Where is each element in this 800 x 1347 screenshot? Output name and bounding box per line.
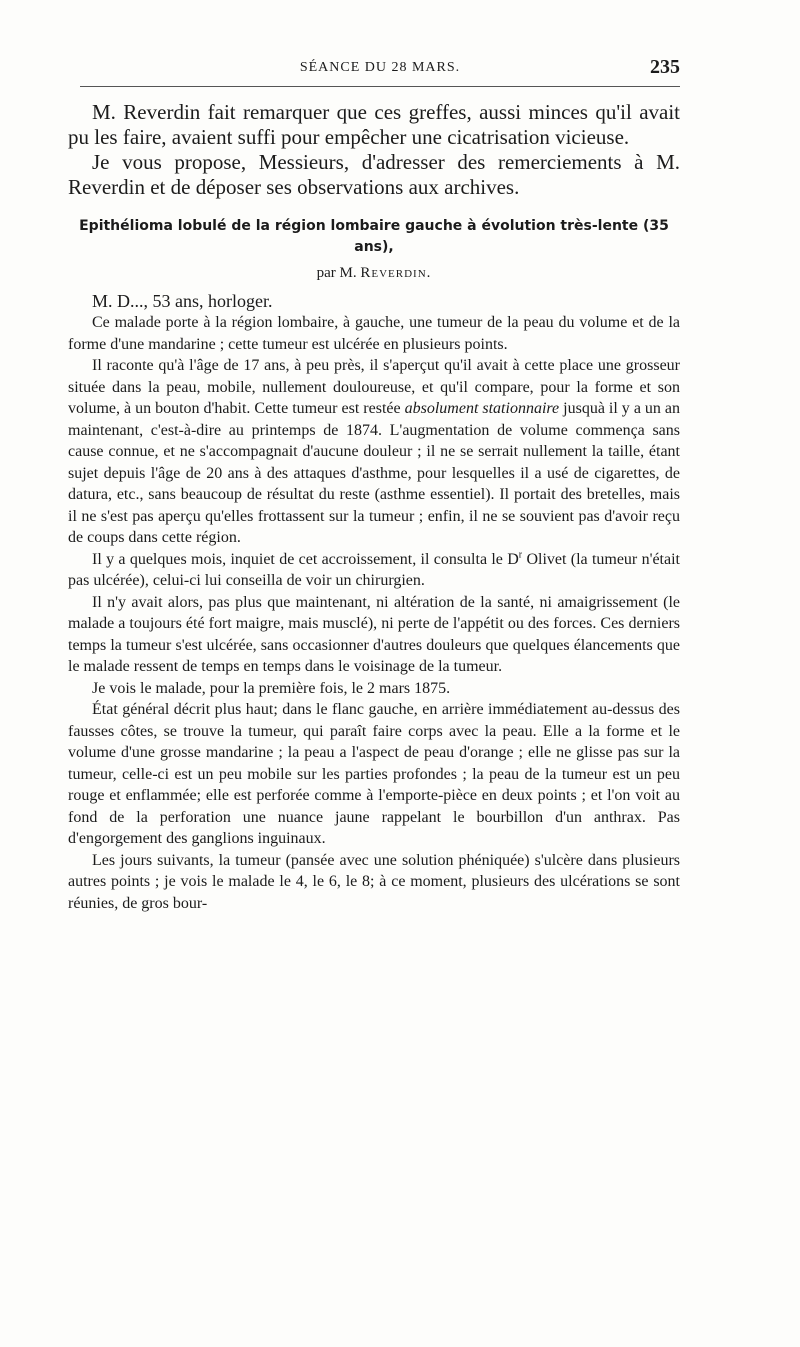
doctor-abbrev-sup: r	[518, 549, 523, 561]
running-head	[80, 56, 680, 80]
case-paragraph-2-end: jusquà il y a un an maintenant, c'est-à-dire au printemps de 1874. L'augmentation de volume commença sans cause connue, et ne s'accompagnait d'aucune douleur ; il ne se serrait nullement la taille, étant sujet depuis l'âge de 20 ans à des attaques d'asthme, pour lesquelles il a usé de cigarettes, de datura, etc., sans beaucoup de résultat du reste (asthme essentiel). Il portait des bretelles, mais il ne s'est pas aperçu qu'elles frottassent sur la tumeur ; enfin, il ne se souvient pas d'avoir reçu de coups dans cette région.	[68, 400, 681, 546]
byline-author: Reverdin.	[360, 265, 432, 281]
case-paragraph-5: Je vois le malade, pour la première fois, le 2 mars 1875.	[92, 679, 451, 697]
running-title: SÉANCE DU 28 MARS.	[299, 60, 461, 75]
case-paragraph-3-end: Olivet (la tumeur n'était pas ulcérée), celui-ci lui conseilla de voir un chirurgien.	[68, 550, 680, 589]
page-body	[68, 100, 680, 914]
patient-line: M. D..., 53 ans, horloger.	[92, 291, 273, 311]
case-paragraph-2-start: Il raconte qu'à l'âge de 17 ans, à peu près, il s'aperçut qu'il avait à cette place une grosseur située dans la peau, mobile, nullement douloureuse, et qu'il compare, pour la forme et son volume, à un bouton d'habit. Cette tumeur est restée	[68, 357, 680, 417]
intro-paragraph-1: M. Reverdin fait remarquer que ces greffes, aussi minces qu'il avait pu les faire, avaient suffi pour empêcher une cicatrisation vicieuse.	[68, 100, 680, 149]
case-paragraph-6: État général décrit plus haut; dans le flanc gauche, en arrière immédiatement au-dessus des fausses côtes, se trouve la tumeur, qui paraît faire corps avec la peau. Elle a la forme et le volume d'une grosse mandarine ; la peau a l'aspect de peau d'orange ; elle ne glisse pas sur la tumeur, celle-ci est un peu mobile sur les parties profondes ; la peau de la tumeur est un peu rouge et enflammée; elle est perforée comme à l'emporte-pièce en deux points ; et l'on voit au fond de la perforation une nuance jaune rappelant le bourbillon d'un anthrax. Pas d'engorgement des ganglions inguinaux.	[68, 701, 680, 847]
article-title: Epithélioma lobulé de la région lombaire gauche à évolution très-lente (35 ans),	[79, 218, 669, 255]
case-paragraph-2-emphasis: absolument stationnaire	[404, 400, 560, 417]
case-paragraph-2	[68, 355, 680, 549]
page-number: 235	[650, 56, 680, 78]
byline-prefix: par M.	[316, 265, 357, 281]
article-byline	[68, 260, 680, 286]
case-paragraph-7: Les jours suivants, la tumeur (pansée avec une solution phéniquée) s'ulcère dans plusieurs autres points ; je vois le malade le 4, le 6, le 8; à ce moment, plusieurs des ulcérations se sont réunies, de gros bour-	[68, 851, 680, 912]
header-rule	[80, 86, 680, 87]
case-paragraph-3-start: Il y a quelques mois, inquiet de cet accroissement, il consulta le D	[92, 550, 519, 568]
case-paragraph-1: Ce malade porte à la région lombaire, à gauche, une tumeur de la peau du volume et de la forme d'une mandarine ; cette tumeur est ulcérée en plusieurs points.	[68, 314, 680, 353]
case-paragraph-4: Il n'y avait alors, pas plus que maintenant, ni altération de la santé, ni amaigrissement (le malade a toujours été fort maigre, mais musclé), ni perte de l'appétit ou des forces. Ces derniers temps la tumeur s'est ulcérée, sans occasionner d'autres douleurs que quelques élancements que le malade ressent de temps en temps dans le voisinage de la tumeur.	[68, 593, 680, 675]
case-paragraph-3	[68, 549, 680, 592]
intro-paragraph-2: Je vous propose, Messieurs, d'adresser des remerciements à M. Reverdin et de déposer ses observations aux archives.	[68, 150, 680, 199]
